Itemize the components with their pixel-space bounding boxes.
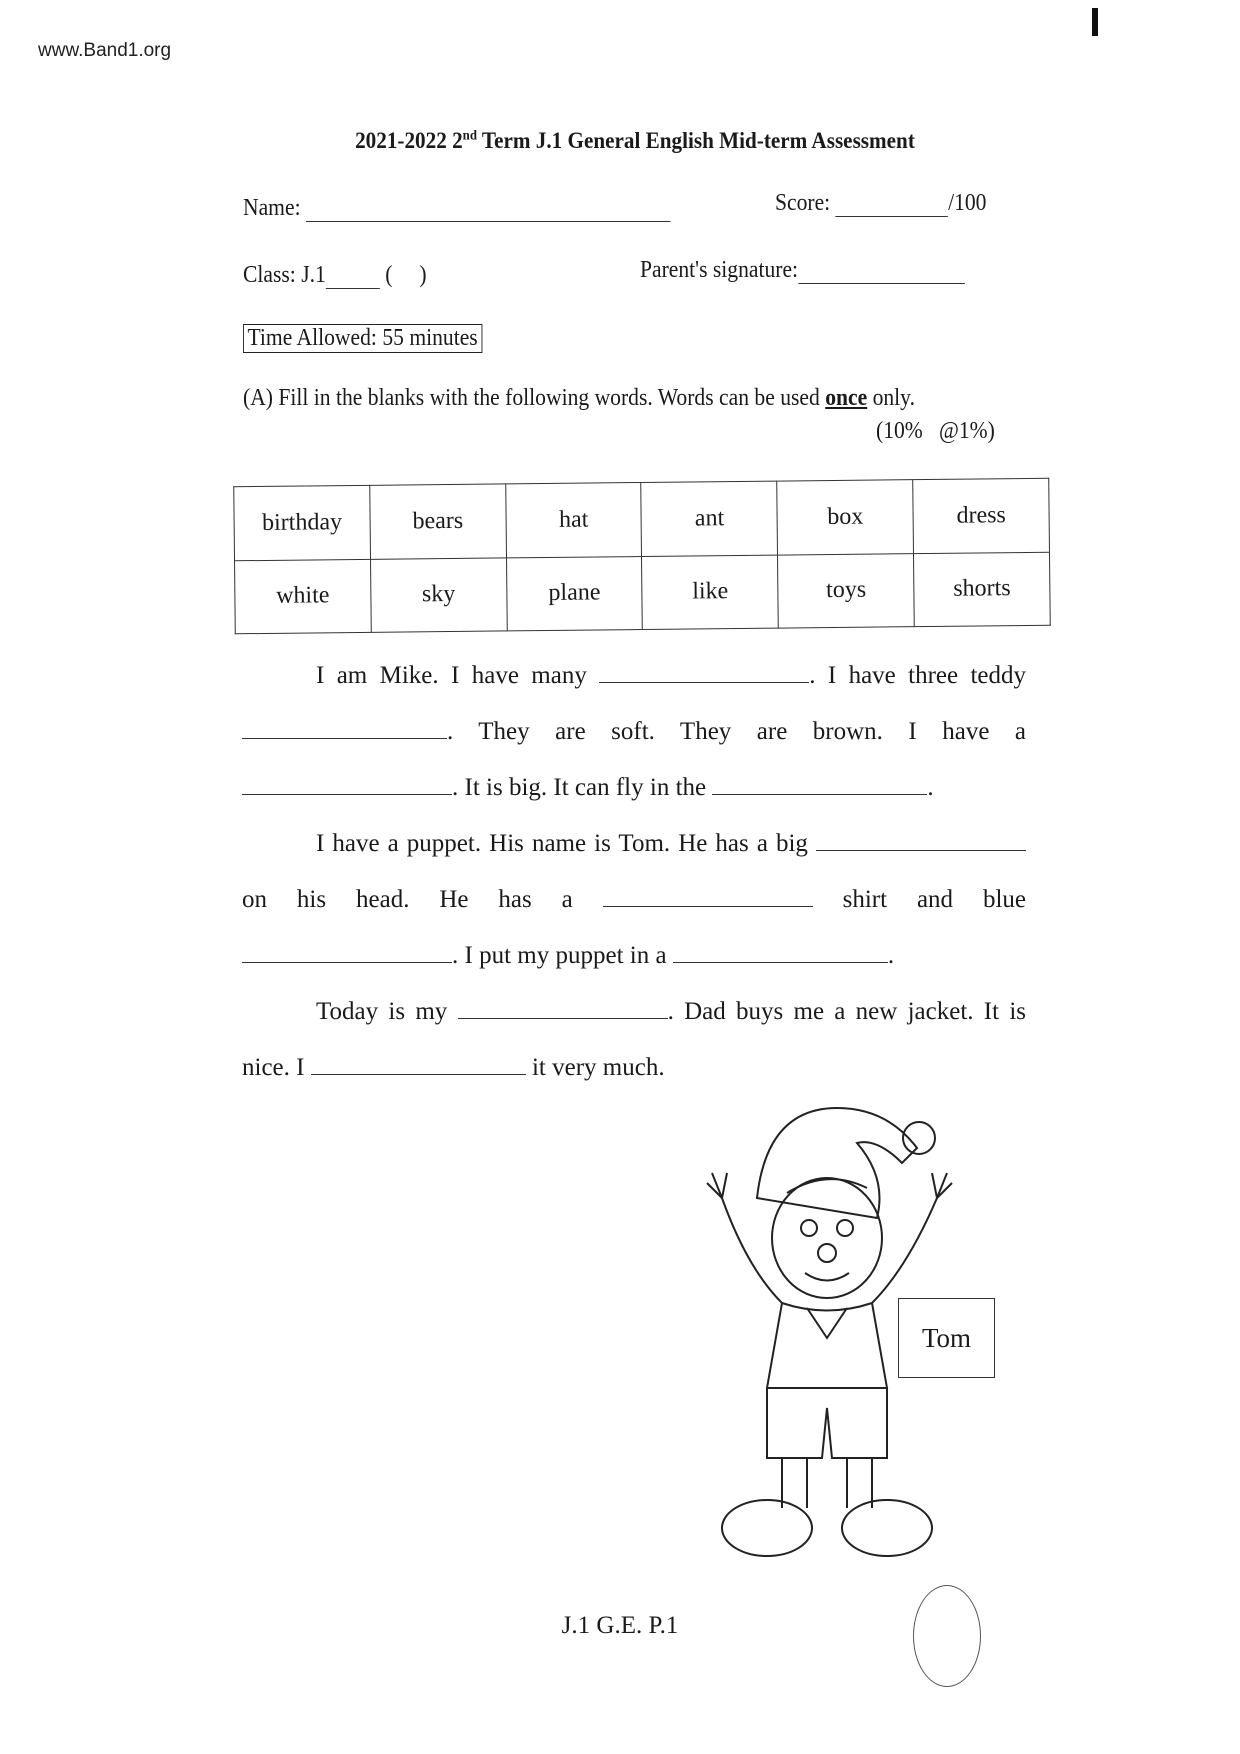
class-number: ( ) xyxy=(385,262,427,288)
picture-label-box: Tom xyxy=(898,1298,995,1378)
blank-7[interactable] xyxy=(242,940,452,963)
blank-8[interactable] xyxy=(673,940,888,963)
name-line[interactable] xyxy=(306,221,671,222)
name-label: Name: xyxy=(243,195,301,221)
passage-text: shirt and blue xyxy=(842,886,1027,913)
instruction-end: only. xyxy=(867,385,915,411)
word-bank-row xyxy=(235,552,1051,634)
passage-text: I am Mike. I have many xyxy=(316,662,587,689)
blank-3[interactable] xyxy=(242,772,452,795)
passage-paragraph-2 xyxy=(242,816,1026,984)
word-cell: birthday xyxy=(234,485,371,560)
score-label: Score: xyxy=(775,190,831,216)
word-cell: toys xyxy=(778,553,915,628)
word-cell: sky xyxy=(370,557,507,632)
passage-text: . Dad buys me a new jacket. It is nice. I xyxy=(242,998,1027,1081)
time-allowed-box: Time Allowed: 55 minutes xyxy=(243,324,482,353)
title-sup: nd xyxy=(462,128,478,144)
blank-9[interactable] xyxy=(458,996,668,1019)
instruction-emphasis: once xyxy=(825,385,868,411)
title-text: Term J.1 General English Mid-term Assessment xyxy=(477,128,915,153)
word-cell: shorts xyxy=(914,552,1051,627)
passage-text: . xyxy=(887,942,895,969)
blank-10[interactable] xyxy=(311,1052,526,1075)
blank-4[interactable] xyxy=(712,772,927,795)
page-title xyxy=(51,128,1219,154)
passage-text: it very much. xyxy=(531,1054,665,1081)
score-field[interactable] xyxy=(775,190,986,217)
class-line[interactable] xyxy=(326,288,380,289)
word-cell: white xyxy=(235,559,372,634)
scan-mark xyxy=(1092,8,1098,36)
score-total: /100 xyxy=(948,190,987,216)
passage-text: . It is big. It can fly in the xyxy=(452,774,707,801)
watermark: www.Band1.org xyxy=(38,40,172,61)
word-bank-table xyxy=(233,478,1051,635)
parent-signature-line[interactable] xyxy=(798,283,965,284)
passage-text: . xyxy=(927,774,934,801)
passage xyxy=(242,648,1026,1096)
word-cell: ant xyxy=(641,481,778,556)
blank-2[interactable] xyxy=(242,716,447,739)
class-label: Class: J.1 xyxy=(243,262,326,288)
passage-text: I have a puppet. His name is Tom. He has a big xyxy=(316,830,808,857)
word-cell: box xyxy=(777,480,914,555)
passage-text: on his head. He has a xyxy=(242,886,573,913)
word-cell: like xyxy=(642,555,779,630)
word-bank-row xyxy=(234,478,1050,560)
stamp-oval xyxy=(913,1585,981,1687)
name-field[interactable] xyxy=(243,195,670,222)
word-cell: bears xyxy=(370,484,507,559)
passage-text: Today is my xyxy=(316,998,448,1025)
parent-signature-field[interactable] xyxy=(640,257,965,284)
word-cell: plane xyxy=(506,556,643,631)
section-a-instruction xyxy=(243,385,915,412)
parent-signature-label: Parent's signature: xyxy=(640,257,799,283)
passage-text: . They are soft. They are brown. I have a xyxy=(447,718,1026,745)
passage-text: . I put my puppet in a xyxy=(452,942,667,969)
passage-text: . I have three teddy xyxy=(809,662,1027,689)
instruction-text: (A) Fill in the blanks with the following words. Words can be used xyxy=(243,385,826,411)
passage-paragraph-3 xyxy=(242,984,1026,1096)
blank-1[interactable] xyxy=(599,660,809,683)
word-cell: dress xyxy=(913,478,1050,553)
title-year: 2021-2022 2 xyxy=(355,128,463,153)
score-line[interactable] xyxy=(836,216,949,217)
section-a-marks: (10% @1%) xyxy=(876,418,995,444)
class-field[interactable] xyxy=(243,262,427,289)
blank-6[interactable] xyxy=(603,884,813,907)
passage-paragraph-1 xyxy=(242,648,1026,816)
word-cell: hat xyxy=(505,483,642,558)
blank-5[interactable] xyxy=(816,828,1026,851)
page-footer: J.1 G.E. P.1 xyxy=(561,1612,679,1639)
